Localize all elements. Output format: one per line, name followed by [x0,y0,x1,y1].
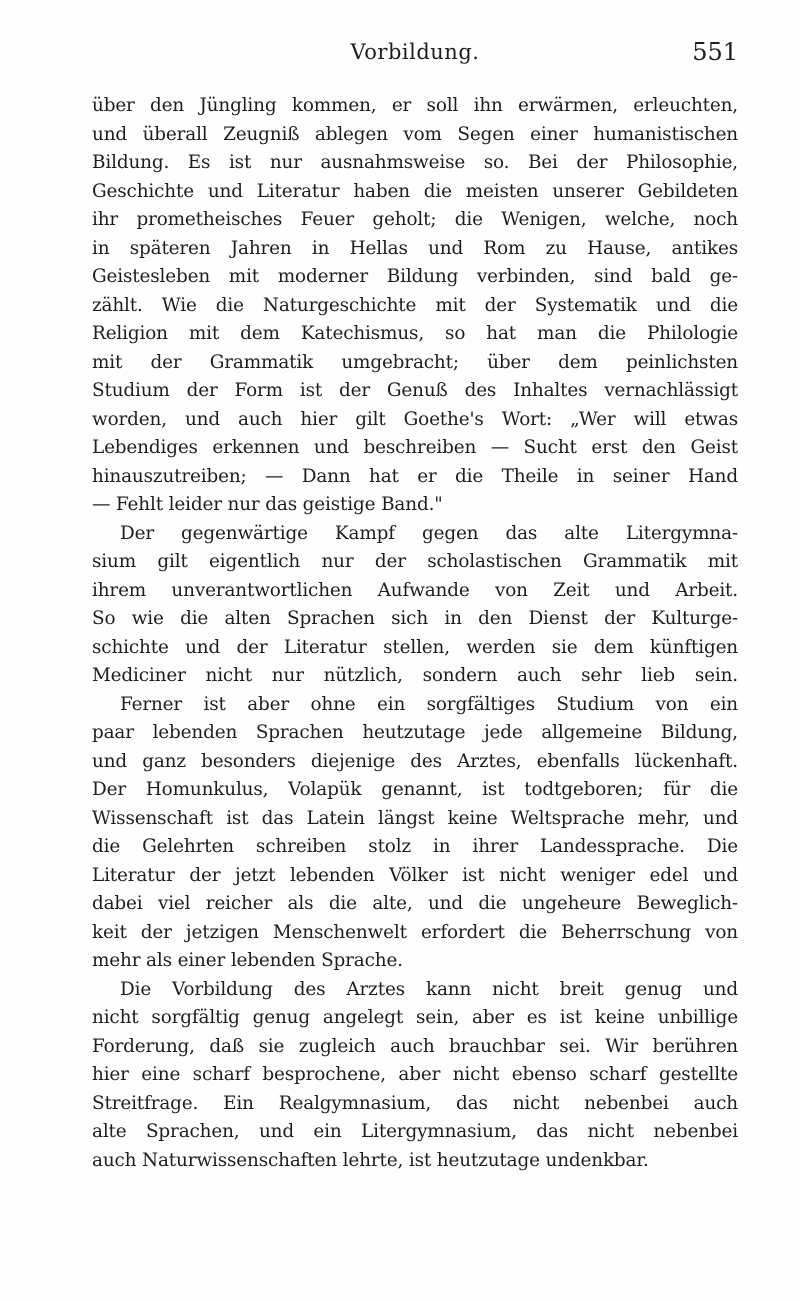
text-line: keit der jetzigen Menschenwelt erfordert die Beherrschung von [92,921,738,943]
paragraph-start-line: Der gegenwärtige Kampf gegen das alte Litergymna- [120,522,738,544]
text-line: nicht sorgfältig genug angelegt sein, aber es ist keine unbillige [92,1007,738,1028]
text-line: worden, und auch hier gilt Goethe's Wort: „Wer will etwas [92,408,738,430]
text-line: Forderung, daß sie zugleich auch brauchbar sei. Wir berühren [92,1035,738,1057]
paragraph-start-line: Ferner ist aber ohne ein sorgfältiges Studium von ein [120,693,738,715]
page-number: 551 [692,38,738,66]
text-line: Lebendiges erkennen und beschreiben — Sucht erst den Geist [92,437,738,458]
text-line: So wie die alten Sprachen sich in den Dienst der Kulturge- [92,608,738,629]
text-line: und überall Zeugniß ablegen vom Segen einer humanistischen [92,123,738,145]
text-line: Geschichte und Literatur haben die meisten unserer Gebildeten [92,180,738,202]
text-line: Religion mit dem Katechismus, so hat man die Philologie [92,323,738,344]
text-line: Wissenschaft ist das Latein längst keine Weltsprache mehr, und [92,807,738,829]
text-line: sium gilt eigentlich nur der scholastischen Grammatik mit [92,551,738,572]
text-line: Studium der Form ist der Genuß des Inhaltes vernachlässigt [92,380,738,401]
text-line: über den Jüngling kommen, er soll ihn erwärmen, erleuchten, [92,95,738,116]
text-line: Literatur der jetzt lebenden Völker ist nicht weniger edel und [92,864,738,886]
text-line: Streitfrage. Ein Realgymnasium, das nicht nebenbei auch [92,1092,738,1114]
text-line: und ganz besonders diejenige des Arztes, ebenfalls lückenhaft. [92,750,738,772]
text-line: mit der Grammatik umgebracht; über dem peinlichsten [92,351,738,373]
text-line: dabei viel reicher als die alte, und die ungeheure Beweglich- [92,893,738,914]
running-title: Vorbildung. [350,40,480,64]
running-head [92,38,738,68]
text-line: alte Sprachen, und ein Litergymnasium, das nicht nebenbei [92,1121,738,1142]
paragraph-start-line: Die Vorbildung des Arztes kann nicht breit genug und [120,978,738,1000]
text-line: auch Naturwissenschaften lehrte, ist heutzutage undenkbar. [92,1149,649,1171]
text-line: ihr prometheisches Feuer geholt; die Wenigen, welche, noch [92,209,738,230]
text-line: schichte und der Literatur stellen, werden sie dem künftigen [92,636,738,658]
text-line: hier eine scharf besprochene, aber nicht ebenso scharf gestellte [92,1064,738,1085]
body-text [92,92,738,1175]
text-line: zählt. Wie die Naturgeschichte mit der Systematik und die [92,294,738,316]
text-line: Mediciner nicht nur nützlich, sondern auch sehr lieb sein. [92,665,738,686]
text-line: paar lebenden Sprachen heutzutage jede allgemeine Bildung, [92,722,738,743]
text-line: — Fehlt leider nur das geistige Band." [92,494,443,515]
text-line: Bildung. Es ist nur ausnahmsweise so. Bei der Philosophie, [92,152,738,173]
text-line: ihrem unverantwortlichen Aufwande von Zeit und Arbeit. [92,579,738,601]
text-line: die Gelehrten schreiben stolz in ihrer Landessprache. Die [92,836,738,857]
text-line: hinauszutreiben; — Dann hat er die Theile in seiner Hand [92,465,738,487]
text-line: Der Homunkulus, Volapük genannt, ist todtgeboren; für die [92,779,738,800]
text-line: Geistesleben mit moderner Bildung verbinden, sind bald ge- [92,266,738,287]
text-line: in späteren Jahren in Hellas und Rom zu Hause, antikes [92,237,738,259]
text-line: mehr als einer lebenden Sprache. [92,950,403,971]
